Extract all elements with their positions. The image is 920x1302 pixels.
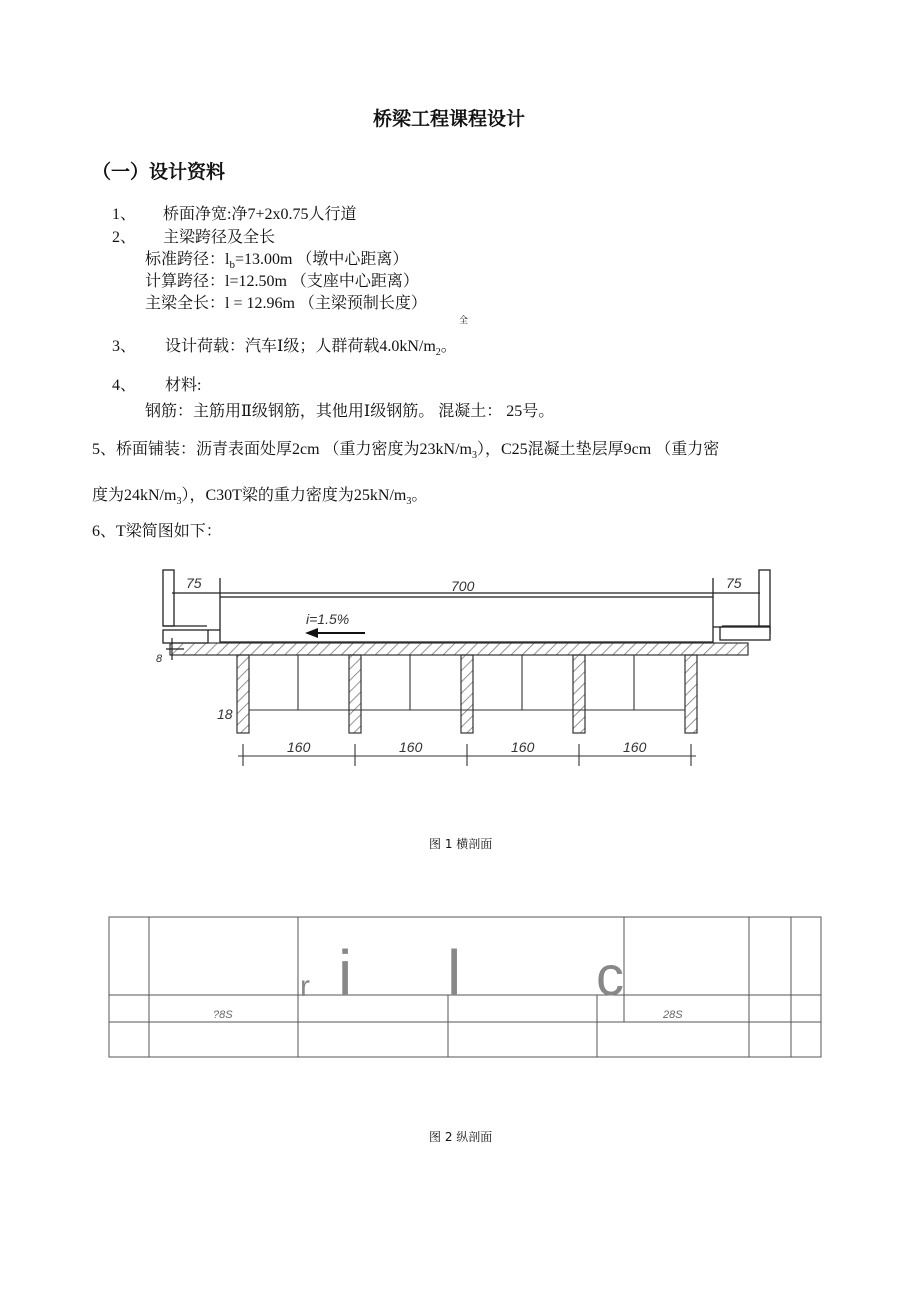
item-1-text: 桥面净宽:净7+2x0.75人行道	[163, 206, 357, 223]
spacing-label-3: 160	[511, 739, 535, 755]
item-4-text: 材料:	[165, 377, 202, 394]
item-4-detail: 钢筋：主筋用Ⅱ级钢筋，其他用Ⅰ级钢筋。 混凝土： 25号。	[145, 403, 555, 420]
figure-1-caption: 图 1 横剖面	[429, 837, 493, 851]
table-border	[109, 917, 821, 1057]
girder-2	[349, 655, 361, 733]
calc-span-line: 计算跨径：l=12.50m （支座中心距离）	[145, 273, 419, 290]
fig2-label-right: 28S	[663, 1009, 683, 1021]
dim-left-label: 75	[186, 575, 202, 591]
section-heading: （一）设计资料	[92, 161, 226, 183]
fig2-letter-c: c	[596, 944, 624, 1007]
fig2-letter-r: r	[300, 970, 310, 1003]
standard-span-post: =13.00m （墩中心距离）	[234, 251, 409, 268]
document-title: 桥梁工程课程设计	[373, 108, 526, 130]
fig2-letter-l: l	[447, 937, 462, 1009]
item-5-l2-mid: ），C30T梁的重力密度为25kN/m	[181, 487, 407, 504]
item-1-number: 1、	[112, 206, 137, 223]
spacing-label-4: 160	[623, 739, 647, 755]
spacing-label-2: 160	[399, 739, 423, 755]
fig2-label-left: ?8S	[213, 1009, 233, 1021]
item-5-l1-post: ），C25混凝土垫层厚9cm （重力密	[477, 441, 720, 458]
left-railing-post	[163, 570, 174, 626]
thickness-label: 8	[156, 653, 163, 665]
item-3-text-pre: 设计荷载：汽车Ⅰ级；人群荷载4.0kN/m	[165, 338, 436, 355]
web-width-label: 18	[217, 706, 233, 722]
item-6-text: 6、T梁简图如下：	[92, 523, 222, 540]
slope-label: i=1.5%	[306, 611, 350, 627]
standard-span-pre: 标准跨径：l	[145, 251, 230, 268]
item-5-l2-post: 。	[411, 487, 428, 504]
right-railing-post	[759, 570, 770, 633]
item-3-text-post: 。	[440, 338, 457, 355]
item-3-number: 3、	[112, 338, 137, 355]
slope-arrow-head	[305, 628, 318, 638]
item-5-l2-sub: 3	[176, 496, 182, 508]
item-5-l2-sub2: 3	[406, 496, 412, 508]
girder-3	[461, 655, 473, 733]
right-curb	[720, 627, 770, 640]
item-4-number: 4、	[112, 377, 137, 394]
item-5-l2-pre: 度为24kN/m	[92, 487, 177, 504]
girder-4	[573, 655, 585, 733]
item-2-number: 2、	[112, 229, 137, 246]
longitudinal-section-figure	[0, 900, 920, 1070]
left-curb	[163, 630, 208, 643]
deck-slab	[170, 643, 748, 655]
dim-right-label: 75	[726, 575, 742, 591]
item-5-l1-sub: 3	[472, 450, 477, 462]
girder-1	[237, 655, 249, 733]
girder-5	[685, 655, 697, 733]
figure-2-caption: 图 2 纵剖面	[429, 1130, 493, 1144]
item-5-l1-pre: 5、桥面铺装：沥青表面处厚2cm （重力密度为23kN/m	[92, 441, 472, 458]
roadway-space	[220, 597, 713, 642]
dim-middle-label: 700	[451, 578, 475, 594]
beam-length-subscript: 全	[459, 315, 469, 325]
beam-length-line: 主梁全长：l = 12.96m （主梁预制长度）	[145, 295, 427, 312]
standard-span-subscript: b	[229, 259, 235, 272]
item-3-subscript: 2	[435, 347, 441, 359]
fig2-letter-i: i	[338, 937, 353, 1009]
spacing-label-1: 160	[287, 739, 311, 755]
item-2-text: 主梁跨径及全长	[163, 229, 276, 246]
